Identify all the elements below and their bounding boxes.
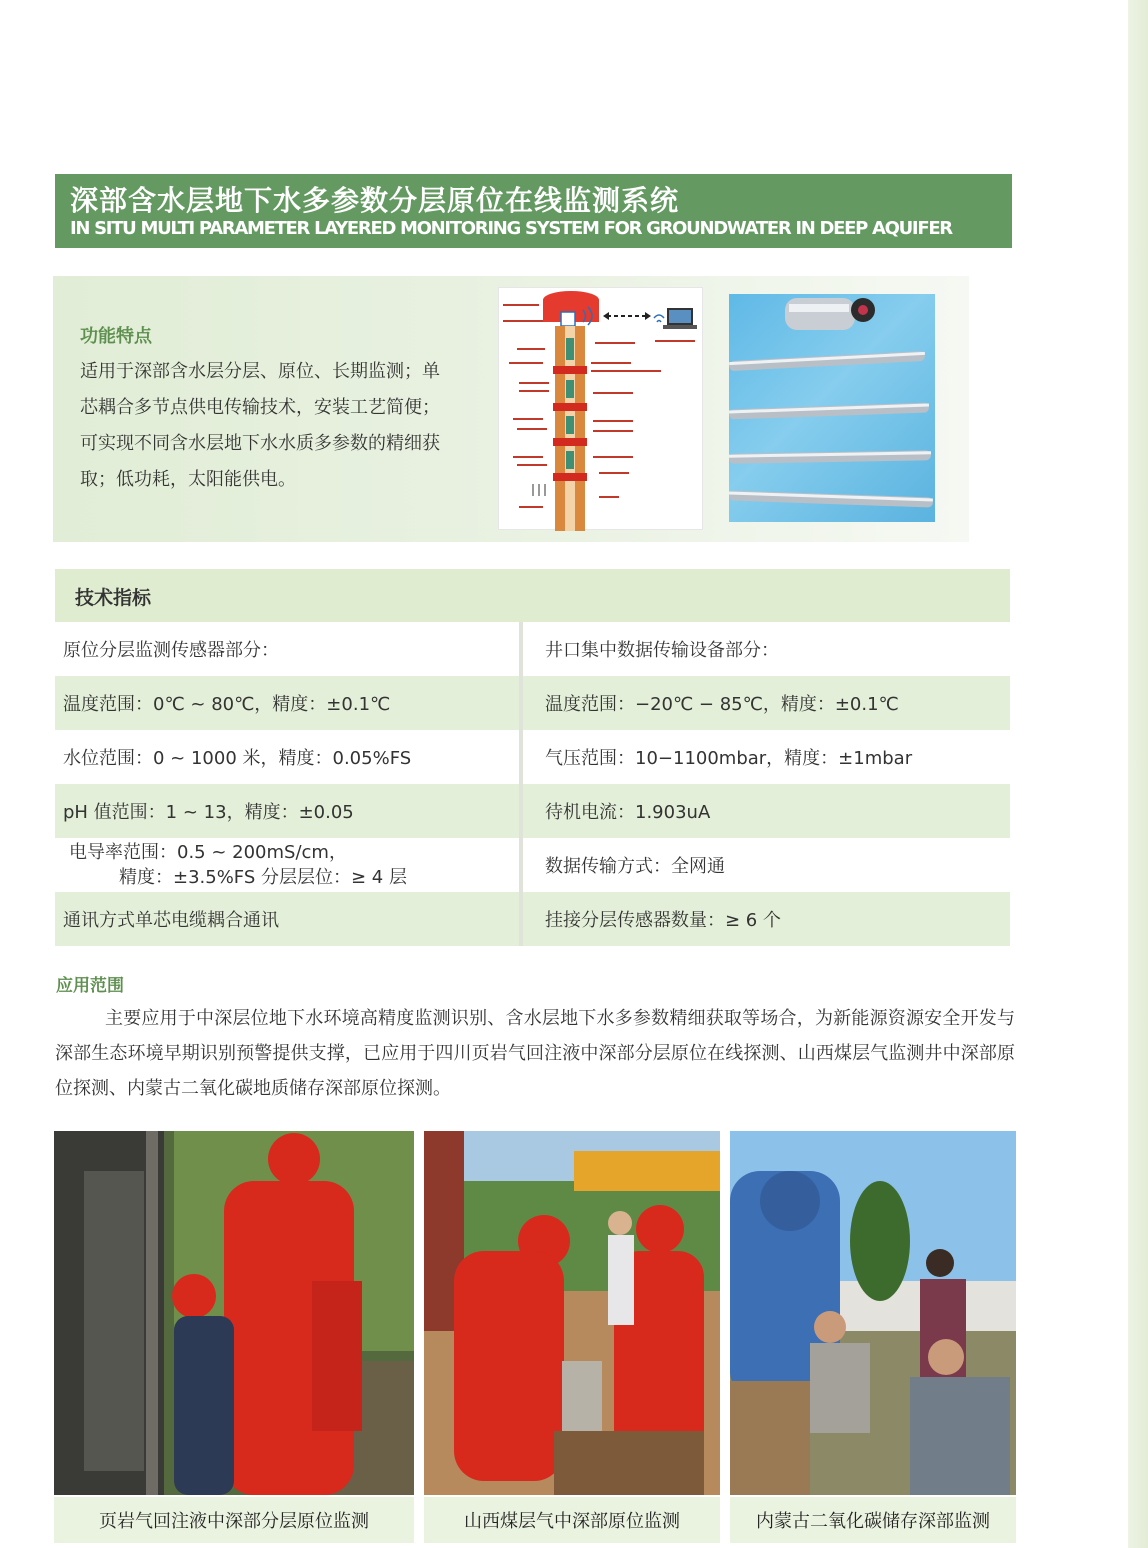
spec-cell-left: [55, 838, 523, 892]
table-row: [55, 622, 1010, 676]
title-banner: [55, 174, 1012, 248]
specs-title: 技术指标: [55, 569, 1010, 622]
spec-cell-right: 气压范围：10−1100mbar，精度：±1mbar: [523, 730, 1010, 784]
spec-cell-left: pH 值范围：1 ~ 13，精度：±0.05: [55, 784, 523, 838]
field-photo-shanxi-coal-illustration: [424, 1131, 720, 1495]
field-photo-shanxi-coal: [424, 1131, 720, 1495]
features-title: 功能特点: [80, 326, 152, 347]
field-photo-inner-mongolia: [730, 1131, 1016, 1495]
photo-caption: 山西煤层气中深部原位监测: [424, 1497, 720, 1543]
features-section: [53, 276, 969, 542]
photo-caption: 内蒙古二氧化碳储存深部监测: [730, 1497, 1016, 1543]
banner-title-cn: 深部含水层地下水多参数分层原位在线监测系统: [70, 184, 680, 217]
table-row: [55, 676, 1010, 730]
spec-cell-right: 温度范围：−20℃ − 85℃，精度：±0.1℃: [523, 676, 1010, 730]
spec-cell-left: 水位范围：0 ~ 1000 米，精度：0.05%FS: [55, 730, 523, 784]
spec-cell-line1: 电导率范围：0.5 ~ 200mS/cm，: [69, 842, 347, 863]
system-diagram-image: [498, 287, 703, 530]
photo-caption: 页岩气回注液中深部分层原位监测: [54, 1497, 414, 1543]
table-row: [55, 730, 1010, 784]
spec-cell-right: 挂接分层传感器数量：≥ 6 个: [523, 892, 1010, 946]
field-photo-shale-gas: [54, 1131, 414, 1495]
spec-cell-left: 原位分层监测传感器部分：: [55, 622, 523, 676]
banner-title-en: IN SITU MULTI PARAMETER LAYERED MONITORING SYSTEM FOR GROUNDWATER IN DEEP AQUIFER: [70, 218, 952, 239]
table-row: [55, 784, 1010, 838]
field-photo-inner-mongolia-illustration: [730, 1131, 1016, 1495]
application-text: 主要应用于中深层位地下水环境高精度监测识别、含水层地下水多参数精细获取等场合，为新能源资源安全开发与深部生态环境早期识别预警提供支撑，已应用于四川页岩气回注液中深部分层原位在线探测、山西煤层气监测井中深部原位探测、内蒙古二氧化碳地质储存深部原位探测。: [55, 1008, 1015, 1099]
table-row: [55, 838, 1010, 892]
page-side-strip: [1128, 0, 1148, 1548]
spec-cell-right: 待机电流：1.903uA: [523, 784, 1010, 838]
system-diagram-illustration: [499, 288, 704, 531]
spec-cell-left: 温度范围：0℃ ~ 80℃，精度：±0.1℃: [55, 676, 523, 730]
application-title: 应用范围: [56, 976, 124, 996]
spec-cell-line2: 精度：±3.5%FS 分层层位：≥ 4 层: [119, 867, 407, 888]
specs-table: [55, 622, 1010, 946]
spec-cell-right: 井口集中数据传输设备部分：: [523, 622, 1010, 676]
sensor-probes-illustration: [729, 294, 935, 522]
table-row: [55, 892, 1010, 946]
spec-cell-left: 通讯方式单芯电缆耦合通讯: [55, 892, 523, 946]
spec-cell-right: 数据传输方式：全网通: [523, 838, 1010, 892]
field-photo-shale-gas-illustration: [54, 1131, 414, 1495]
features-text: 适用于深部含水层分层、原位、长期监测；单芯耦合多节点供电传输技术，安装工艺简便；可实现不同含水层地下水水质多参数的精细获取；低功耗，太阳能供电。: [80, 361, 440, 490]
sensor-probes-photo: [729, 294, 935, 522]
